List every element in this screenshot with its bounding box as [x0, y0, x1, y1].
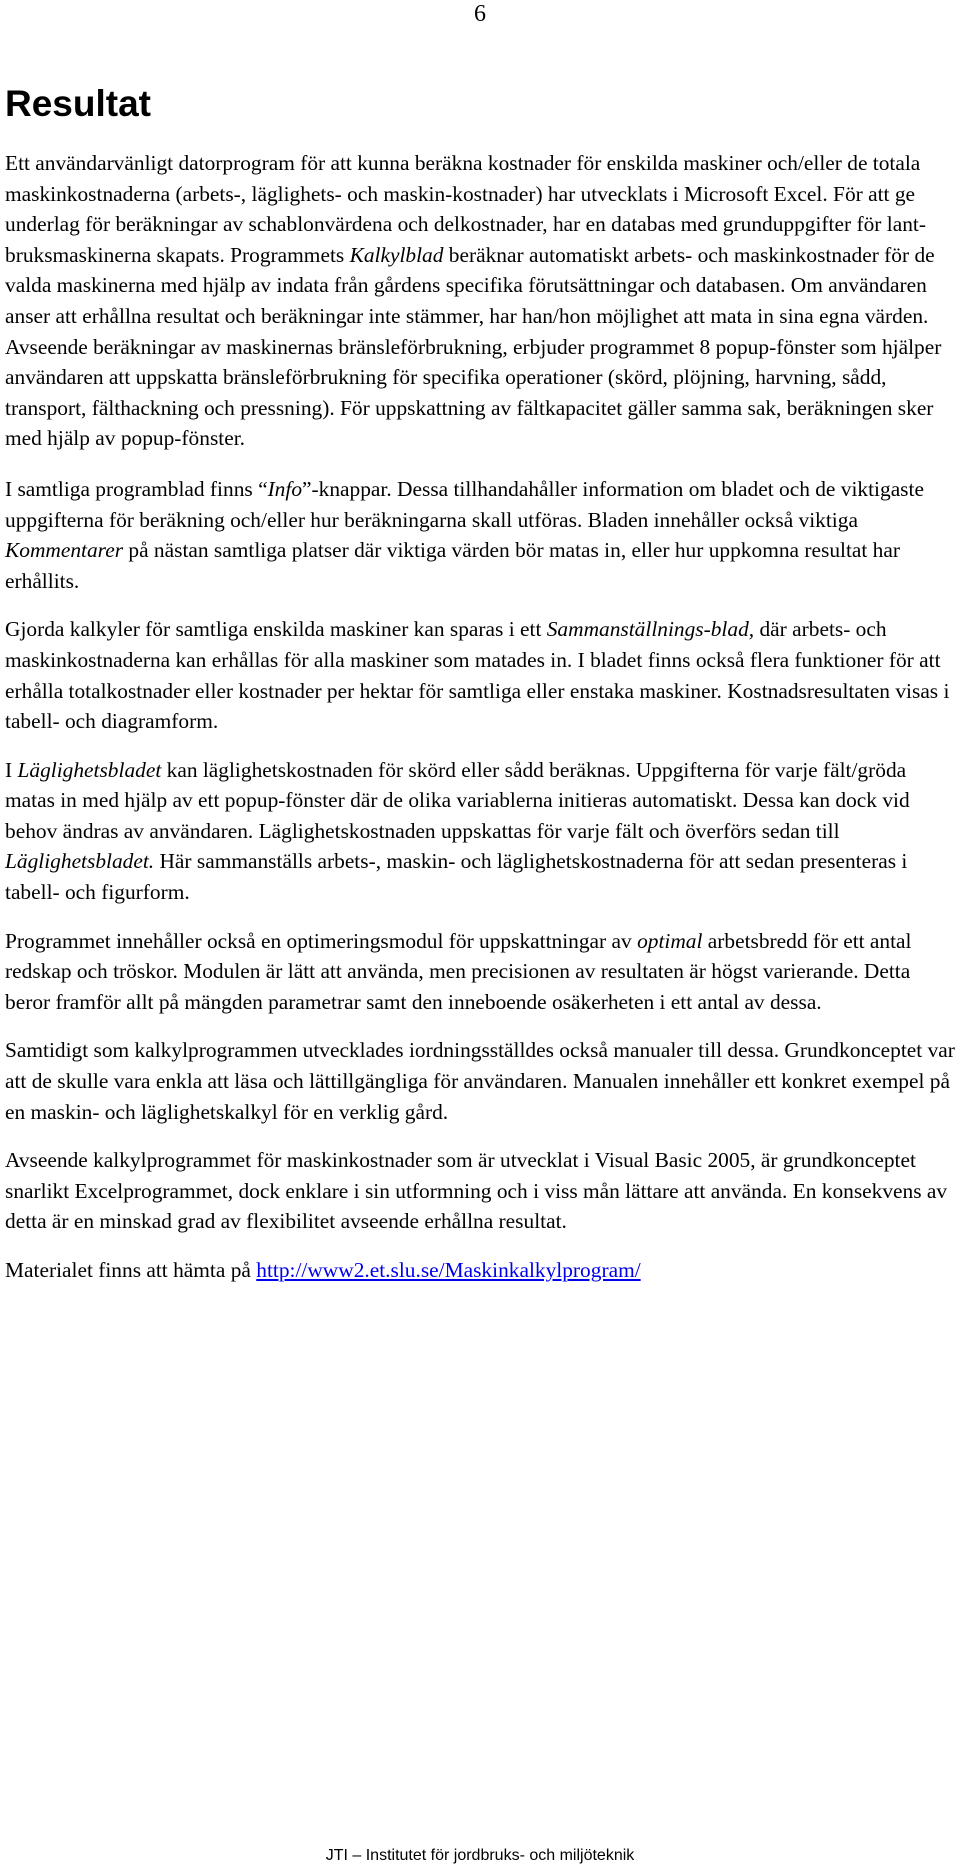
emphasis-kalkylblad: Kalkylblad — [349, 242, 444, 267]
page-number: 6 — [474, 1, 486, 27]
text: arbetsbredd för ett antal redskap och tröskor. Modulen är lätt att använda, men precisionen av resultaten är högst varierande. Detta beror framför allt på mängden parametrar samt den inneboende osäkerheten i ett antal av dessa. — [5, 928, 912, 1014]
text: kan läglighetskostnaden för skörd eller sådd beräknas. Uppgifterna för varje fält/gröda matas in med hjälp av ett popup-fönster där de olika variablerna initieras automatiskt. Dessa kan dock vid behov ändras av användaren. Läglighetskostnaden uppskattas för varje fält och överförs sedan till — [5, 757, 910, 843]
text: där arbets- och maskinkostnaderna kan erhållas för alla maskiner som matades in. I bladet finns också flera funktioner för att erhålla totalkostnader eller kostnader per hektar för samtliga eller enstaka maskiner. Kostnadsresultaten visas i tabell- och diagramform. — [5, 617, 950, 734]
paragraph-2 — [5, 474, 957, 596]
text: I — [5, 757, 18, 782]
text: Ett användarvänligt datorprogram för att kunna beräkna kostnader för enskilda maskiner och/eller de totala maskinkostnaderna (arbets-, läglighets- och maskin-kostnader) har utvecklats i Microsoft Excel. För att ge underlag för beräkningar av schablonvärdena och delkostnader, har en databas med grunduppgifter för lant-bruksmaskinerna skapats. Programmets — [5, 151, 926, 267]
paragraph-6 — [5, 1035, 957, 1127]
text: Gjorda kalkyler för samtliga enskilda maskiner kan sparas i ett — [5, 617, 547, 642]
text: Samtidigt som kalkylprogrammen utvecklades iordningsställdes också manualer till dessa. Grundkonceptet var att de skulle vara enkla att läsa och lättillgängliga för användaren. Manualen innehåller ett konkret exempel på en maskin- och läglighetskalkyl för en verklig gård. — [5, 1038, 955, 1124]
paragraph-8 — [5, 1255, 957, 1286]
paragraph-1 — [5, 148, 957, 454]
emphasis-sammanstallningsblad: Sammanställnings-blad, — [546, 617, 755, 642]
text: Materialet finns att hämta på — [5, 1258, 257, 1282]
emphasis-laglighetsbladet-2: Läglighetsbladet. — [5, 849, 155, 874]
text: beräknar automatiskt arbets- och maskinkostnader för de valda maskinerna med hjälp av indata från gårdens specifika förutsättningar och databasen. Om användaren anser att erhållna resultat och beräkningar inte stämmer, har han/hon möjlighet att mata in sina egna värden. Avseende beräkningar av maskinernas bränsleförbrukning, erbjuder programmet 8 popup-fönster som hjälper användaren att uppskatta bränsleförbrukning för specifika operationer (skörd, plöjning, harvning, sådd, transport, fälthackning och pressning). För uppskattning av fältkapacitet gäller samma sak, beräkningen sker med hjälp av popup-fönster. — [5, 242, 942, 451]
paragraph-3 — [5, 614, 957, 736]
text: på nästan samtliga platser där viktiga värden bör matas in, eller hur uppkomna resultat har erhållits. — [5, 538, 900, 593]
paragraph-7 — [5, 1145, 957, 1237]
paragraph-4 — [5, 755, 957, 908]
page-footer: JTI – Institutet för jordbruks- och miljöteknik — [325, 1847, 635, 1864]
body-text — [5, 148, 957, 1304]
page-title: Resultat — [5, 83, 151, 124]
emphasis-optimal: optimal — [637, 928, 703, 953]
emphasis-laglighetsbladet: Läglighetsbladet — [17, 757, 162, 782]
emphasis-kommentarer: Kommentarer — [5, 538, 124, 563]
text: I samtliga programblad finns “ — [5, 476, 268, 501]
emphasis-info: Info — [267, 476, 303, 501]
text: Här sammanställs arbets-, maskin- och läglighetskostnaderna för att sedan presenteras i tabell- och figurform. — [5, 849, 908, 905]
text: Avseende kalkylprogrammet för maskinkostnader som är utvecklat i Visual Basic 2005, är grundkonceptet snarlikt Excelprogrammet, dock enklare i sin utformning och i viss mån lättare att använda. En konsekvens av detta är en minskad grad av flexibilitet avseende erhållna resultat. — [5, 1148, 948, 1234]
text: ”-knappar. Dessa tillhandahåller information om bladet och de viktigaste uppgifterna för beräkning och/eller hur beräkningarna skall utföras. Bladen innehåller också viktiga — [5, 476, 924, 532]
paragraph-5 — [5, 926, 957, 1018]
text: Programmet innehåller också en optimeringsmodul för uppskattningar av — [5, 928, 638, 953]
download-link[interactable]: http://www2.et.slu.se/Maskinkalkylprogram/ — [256, 1258, 641, 1282]
